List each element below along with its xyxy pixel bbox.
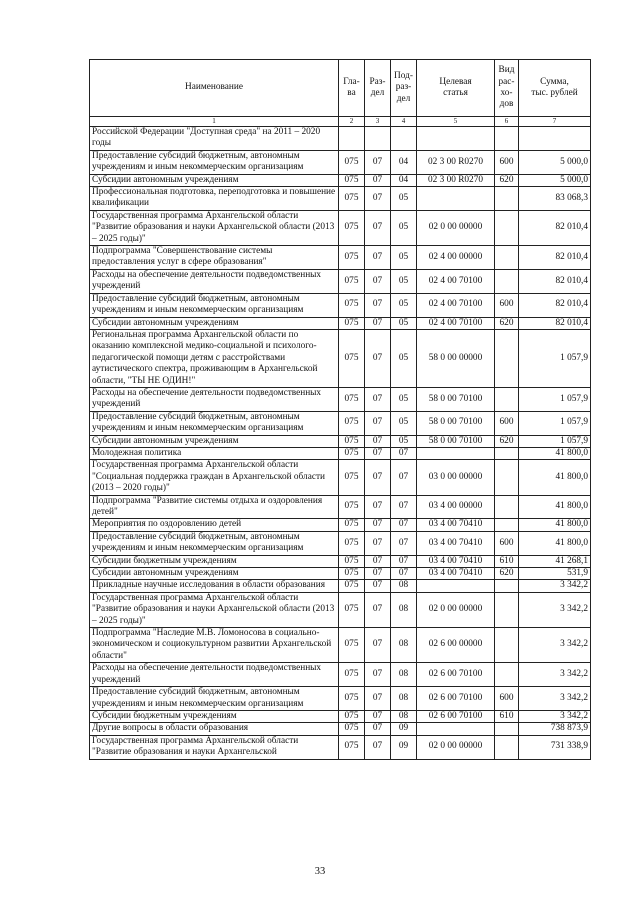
row-podrazdel: 07: [391, 519, 417, 531]
row-name: Региональная программа Архангельской области по оказанию комплексной медико-социальной и психолого-педагогической помощи детям с расстройствами аутистического спектра, проживающим в Архангельской области, "ТЫ НЕ ОДИН!": [90, 329, 339, 387]
budget-table: [89, 59, 591, 760]
row-sum: 41 800,0: [519, 495, 591, 519]
row-podrazdel: 05: [391, 187, 417, 211]
row-name: Расходы на обеспечение деятельности подведомственных учреждений: [90, 269, 339, 293]
table-row: [90, 329, 591, 387]
row-sum: 1 057,9: [519, 435, 591, 447]
row-podrazdel: 05: [391, 210, 417, 245]
row-razdel: 07: [365, 174, 391, 186]
row-target: 02 4 00 00000: [417, 246, 495, 270]
row-name: Подпрограмма "Развитие системы отдыха и оздоровления детей": [90, 495, 339, 519]
row-glava: 075: [339, 687, 365, 711]
row-podrazdel: 05: [391, 317, 417, 329]
table-row: [90, 519, 591, 531]
table-row: [90, 435, 591, 447]
row-name: Субсидии автономным учреждениям: [90, 435, 339, 447]
row-glava: 075: [339, 495, 365, 519]
row-razdel: 07: [365, 710, 391, 722]
header-target: Целевая статья: [417, 60, 495, 117]
row-name: Предоставление субсидий бюджетным, автономным учреждениям и иным некоммерческим организациям: [90, 293, 339, 317]
header-name: Наименование: [90, 60, 339, 117]
row-podrazdel: 07: [391, 555, 417, 567]
row-sum: 41 268,1: [519, 555, 591, 567]
row-target: 02 6 00 00000: [417, 628, 495, 663]
row-podrazdel: [391, 127, 417, 151]
row-name: Предоставление субсидий бюджетным, автономным учреждениям и иным некоммерческим организациям: [90, 411, 339, 435]
row-podrazdel: 04: [391, 174, 417, 186]
table-row: [90, 580, 591, 592]
row-razdel: 07: [365, 495, 391, 519]
row-podrazdel: 09: [391, 723, 417, 735]
row-name: Предоставление субсидий бюджетным, автономным учреждениям и иным некоммерческим организациям: [90, 150, 339, 174]
row-vid: 620: [495, 568, 519, 580]
row-podrazdel: 05: [391, 293, 417, 317]
row-vid: [495, 210, 519, 245]
row-target: 02 4 00 70100: [417, 317, 495, 329]
row-vid: [495, 127, 519, 151]
row-podrazdel: 05: [391, 435, 417, 447]
row-sum: 738 873,9: [519, 723, 591, 735]
row-target: 02 3 00 R0270: [417, 150, 495, 174]
header-sum: Сумма, тыс. рублей: [519, 60, 591, 117]
row-razdel: 07: [365, 663, 391, 687]
row-razdel: 07: [365, 580, 391, 592]
table-row: [90, 531, 591, 555]
row-name: Расходы на обеспечение деятельности подведомственных учреждений: [90, 663, 339, 687]
column-number: 7: [519, 117, 591, 127]
row-razdel: 07: [365, 187, 391, 211]
row-podrazdel: 05: [391, 387, 417, 411]
row-podrazdel: 09: [391, 735, 417, 759]
row-sum: 3 342,2: [519, 687, 591, 711]
row-razdel: 07: [365, 628, 391, 663]
row-target: 02 4 00 70100: [417, 293, 495, 317]
row-target: 58 0 00 70100: [417, 387, 495, 411]
row-razdel: 07: [365, 435, 391, 447]
row-name: Предоставление субсидий бюджетным, автономным учреждениям и иным некоммерческим организациям: [90, 687, 339, 711]
row-sum: 3 342,2: [519, 580, 591, 592]
row-razdel: 07: [365, 246, 391, 270]
row-sum: 41 800,0: [519, 447, 591, 459]
row-target: [417, 187, 495, 211]
row-name: Субсидии автономным учреждениям: [90, 568, 339, 580]
table-row: [90, 555, 591, 567]
row-vid: [495, 246, 519, 270]
table-row: [90, 628, 591, 663]
row-target: 03 4 00 00000: [417, 495, 495, 519]
row-razdel: 07: [365, 531, 391, 555]
row-target: 02 6 00 70100: [417, 663, 495, 687]
table-row: [90, 663, 591, 687]
row-sum: 3 342,2: [519, 663, 591, 687]
row-glava: 075: [339, 568, 365, 580]
row-name: Государственная программа Архангельской области "Развитие образования и науки Архангельской области (2013 – 2025 годы)": [90, 592, 339, 627]
table-row: [90, 187, 591, 211]
row-name: Российской Федерации "Доступная среда" на 2011 – 2020 годы: [90, 127, 339, 151]
row-vid: 600: [495, 411, 519, 435]
row-name: Субсидии бюджетным учреждениям: [90, 710, 339, 722]
table-row: [90, 210, 591, 245]
row-target: 03 4 00 70410: [417, 519, 495, 531]
row-glava: 075: [339, 519, 365, 531]
column-number: 5: [417, 117, 495, 127]
row-target: [417, 723, 495, 735]
row-glava: 075: [339, 174, 365, 186]
table-row: [90, 735, 591, 759]
table-row: [90, 317, 591, 329]
table-row: [90, 447, 591, 459]
row-glava: 075: [339, 735, 365, 759]
table-row: [90, 710, 591, 722]
row-sum: 3 342,2: [519, 592, 591, 627]
table-row: [90, 592, 591, 627]
table-body: [90, 127, 591, 760]
table-row: [90, 269, 591, 293]
table-row: [90, 495, 591, 519]
table-row: [90, 687, 591, 711]
column-number: 4: [391, 117, 417, 127]
row-razdel: 07: [365, 150, 391, 174]
table-row: [90, 150, 591, 174]
row-glava: 075: [339, 411, 365, 435]
row-razdel: 07: [365, 447, 391, 459]
row-target: 02 6 00 70100: [417, 710, 495, 722]
row-sum: 531,9: [519, 568, 591, 580]
row-target: 03 4 00 70410: [417, 568, 495, 580]
row-sum: 82 010,4: [519, 293, 591, 317]
row-razdel: [365, 127, 391, 151]
row-glava: 075: [339, 329, 365, 387]
row-sum: 731 338,9: [519, 735, 591, 759]
row-sum: 3 342,2: [519, 710, 591, 722]
row-glava: 075: [339, 293, 365, 317]
row-razdel: 07: [365, 293, 391, 317]
table-row: [90, 460, 591, 495]
row-sum: 5 000,0: [519, 174, 591, 186]
header-razdel: Раз- дел: [365, 60, 391, 117]
row-podrazdel: 05: [391, 329, 417, 387]
row-podrazdel: 08: [391, 663, 417, 687]
row-glava: 075: [339, 531, 365, 555]
row-name: Другие вопросы в области образования: [90, 723, 339, 735]
row-vid: [495, 269, 519, 293]
table-row: [90, 293, 591, 317]
row-vid: [495, 447, 519, 459]
row-sum: 1 057,9: [519, 329, 591, 387]
row-podrazdel: 07: [391, 568, 417, 580]
row-podrazdel: 07: [391, 460, 417, 495]
row-target: 58 0 00 00000: [417, 329, 495, 387]
row-sum: 82 010,4: [519, 246, 591, 270]
row-razdel: 07: [365, 210, 391, 245]
row-target: [417, 580, 495, 592]
row-glava: 075: [339, 435, 365, 447]
row-glava: 075: [339, 317, 365, 329]
table-row: [90, 568, 591, 580]
row-sum: 41 800,0: [519, 531, 591, 555]
header-vid: Вид рас- хо- дов: [495, 60, 519, 117]
row-razdel: 07: [365, 329, 391, 387]
row-razdel: 07: [365, 460, 391, 495]
row-name: Субсидии бюджетным учреждениям: [90, 555, 339, 567]
row-vid: [495, 663, 519, 687]
row-glava: 075: [339, 710, 365, 722]
column-number: 1: [90, 117, 339, 127]
table-row: [90, 387, 591, 411]
row-razdel: 07: [365, 687, 391, 711]
row-name: Субсидии автономным учреждениям: [90, 317, 339, 329]
row-target: 58 0 00 70100: [417, 435, 495, 447]
row-name: Государственная программа Архангельской области "Социальная поддержка граждан в Архангельской области (2013 – 2020 годы)": [90, 460, 339, 495]
row-vid: 600: [495, 531, 519, 555]
row-glava: 075: [339, 628, 365, 663]
row-target: 03 0 00 00000: [417, 460, 495, 495]
row-sum: 5 000,0: [519, 150, 591, 174]
row-vid: [495, 460, 519, 495]
row-sum: 1 057,9: [519, 411, 591, 435]
row-glava: 075: [339, 187, 365, 211]
row-vid: [495, 387, 519, 411]
row-target: 03 4 00 70410: [417, 531, 495, 555]
row-vid: 600: [495, 687, 519, 711]
row-name: Государственная программа Архангельской области "Развитие образования и науки Архангельской: [90, 735, 339, 759]
table-row: [90, 411, 591, 435]
row-target: [417, 447, 495, 459]
column-number: 6: [495, 117, 519, 127]
row-podrazdel: 08: [391, 687, 417, 711]
row-target: 02 3 00 R0270: [417, 174, 495, 186]
row-vid: [495, 187, 519, 211]
header-glava: Гла- ва: [339, 60, 365, 117]
row-vid: [495, 329, 519, 387]
row-podrazdel: 05: [391, 269, 417, 293]
row-name: Профессиональная подготовка, переподготовка и повышение квалификации: [90, 187, 339, 211]
row-vid: [495, 628, 519, 663]
row-razdel: 07: [365, 592, 391, 627]
header-row: [90, 60, 591, 117]
column-numbers-row: [90, 117, 591, 127]
row-razdel: 07: [365, 269, 391, 293]
row-name: Подпрограмма "Наследие М.В. Ломоносова в социально-экономическом и социокультурном развитии Архангельской области": [90, 628, 339, 663]
row-razdel: 07: [365, 519, 391, 531]
row-sum: 41 800,0: [519, 519, 591, 531]
row-podrazdel: 08: [391, 580, 417, 592]
table-row: [90, 127, 591, 151]
row-sum: [519, 127, 591, 151]
row-glava: 075: [339, 580, 365, 592]
column-number: 3: [365, 117, 391, 127]
row-vid: [495, 519, 519, 531]
row-vid: [495, 723, 519, 735]
column-number: 2: [339, 117, 365, 127]
row-target: 02 4 00 70100: [417, 269, 495, 293]
table-row: [90, 723, 591, 735]
row-sum: 82 010,4: [519, 317, 591, 329]
row-name: Молодежная политика: [90, 447, 339, 459]
row-podrazdel: 07: [391, 447, 417, 459]
row-razdel: 07: [365, 387, 391, 411]
row-target: 02 0 00 00000: [417, 210, 495, 245]
row-target: [417, 127, 495, 151]
row-glava: 075: [339, 723, 365, 735]
row-vid: 620: [495, 435, 519, 447]
row-glava: 075: [339, 210, 365, 245]
row-glava: 075: [339, 246, 365, 270]
row-glava: 075: [339, 555, 365, 567]
row-glava: [339, 127, 365, 151]
row-vid: [495, 735, 519, 759]
row-glava: 075: [339, 663, 365, 687]
row-name: Подпрограмма "Совершенствование системы предоставления услуг в сфере образования": [90, 246, 339, 270]
header-podrazdel: Под- раз- дел: [391, 60, 417, 117]
row-podrazdel: 04: [391, 150, 417, 174]
row-vid: [495, 592, 519, 627]
row-name: Мероприятия по оздоровлению детей: [90, 519, 339, 531]
row-podrazdel: 07: [391, 531, 417, 555]
row-sum: 82 010,4: [519, 210, 591, 245]
row-target: 02 0 00 00000: [417, 592, 495, 627]
row-podrazdel: 08: [391, 628, 417, 663]
row-vid: 620: [495, 317, 519, 329]
row-glava: 075: [339, 447, 365, 459]
row-name: Государственная программа Архангельской области "Развитие образования и науки Архангельской области (2013 – 2025 годы)": [90, 210, 339, 245]
row-vid: [495, 495, 519, 519]
row-vid: 610: [495, 710, 519, 722]
row-vid: 600: [495, 293, 519, 317]
row-glava: 075: [339, 150, 365, 174]
row-podrazdel: 05: [391, 246, 417, 270]
row-razdel: 07: [365, 723, 391, 735]
row-razdel: 07: [365, 735, 391, 759]
row-sum: 3 342,2: [519, 628, 591, 663]
row-name: Прикладные научные исследования в области образования: [90, 580, 339, 592]
row-glava: 075: [339, 387, 365, 411]
row-razdel: 07: [365, 555, 391, 567]
row-glava: 075: [339, 269, 365, 293]
row-razdel: 07: [365, 317, 391, 329]
row-name: Субсидии автономным учреждениям: [90, 174, 339, 186]
row-sum: 82 010,4: [519, 269, 591, 293]
page-number: 33: [314, 866, 326, 877]
row-razdel: 07: [365, 568, 391, 580]
row-podrazdel: 05: [391, 411, 417, 435]
table-row: [90, 174, 591, 186]
table-row: [90, 246, 591, 270]
row-target: 02 6 00 70100: [417, 687, 495, 711]
row-vid: 610: [495, 555, 519, 567]
row-vid: [495, 580, 519, 592]
row-glava: 075: [339, 460, 365, 495]
row-target: 02 0 00 00000: [417, 735, 495, 759]
row-sum: 1 057,9: [519, 387, 591, 411]
row-name: Предоставление субсидий бюджетным, автономным учреждениям и иным некоммерческим организациям: [90, 531, 339, 555]
row-sum: 41 800,0: [519, 460, 591, 495]
row-vid: 620: [495, 174, 519, 186]
row-glava: 075: [339, 592, 365, 627]
row-sum: 83 068,3: [519, 187, 591, 211]
row-podrazdel: 07: [391, 495, 417, 519]
row-target: 03 4 00 70410: [417, 555, 495, 567]
row-vid: 600: [495, 150, 519, 174]
row-name: Расходы на обеспечение деятельности подведомственных учреждений: [90, 387, 339, 411]
row-podrazdel: 08: [391, 710, 417, 722]
row-target: 58 0 00 70100: [417, 411, 495, 435]
row-razdel: 07: [365, 411, 391, 435]
row-podrazdel: 08: [391, 592, 417, 627]
